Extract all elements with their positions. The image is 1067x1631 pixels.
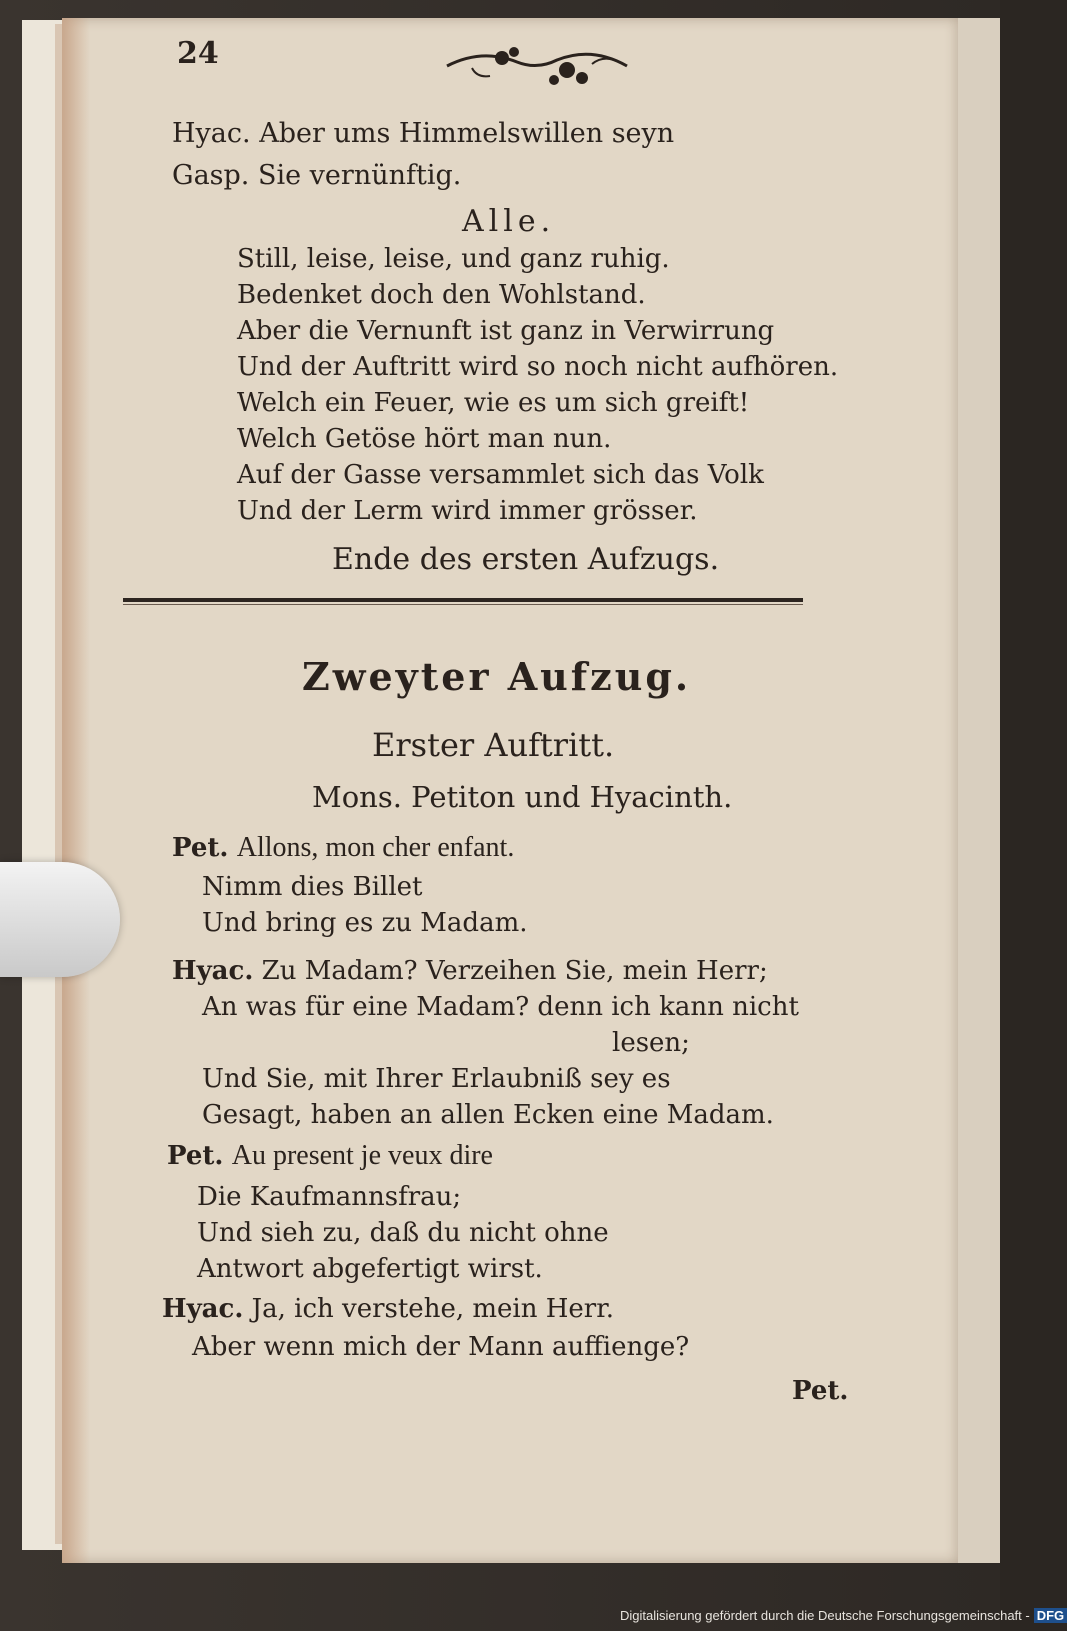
page-clip: [0, 862, 120, 977]
verse-text: Sie vernünftig.: [257, 160, 462, 191]
act-end: Ende des ersten Aufzugs.: [332, 542, 720, 577]
section-divider: [123, 598, 803, 602]
dialogue-text: Zu Madam? Verzeihen Sie, mein Herr;: [261, 956, 768, 986]
speaker-name: Gasp.: [172, 160, 250, 191]
speaker-name: Hyac.: [172, 956, 254, 986]
dialogue-line: Und Sie, mit Ihrer Erlaubniß sey es: [202, 1064, 671, 1094]
floral-ornament-icon: [442, 36, 632, 96]
verse-line: Und der Lerm wird immer grösser.: [237, 496, 698, 526]
facing-page-edge: [958, 18, 1000, 1563]
verse-line: Welch Getöse hört man nun.: [237, 424, 612, 454]
dialogue-text: Au present je veux dire: [231, 1140, 493, 1171]
section-divider-thin: [123, 604, 803, 605]
dialogue-line: An was für eine Madam? denn ich kann nicht: [202, 992, 799, 1022]
footer-credit: [620, 1608, 1067, 1623]
dialogue-line: Gesagt, haben an allen Ecken eine Madam.: [202, 1100, 774, 1130]
verse-line: Bedenket doch den Wohlstand.: [237, 280, 646, 310]
act-heading: Zweyter Aufzug.: [302, 654, 692, 699]
speaker-name: Hyac.: [172, 118, 251, 149]
scene-heading: Erster Auftritt.: [372, 726, 615, 764]
verse-line: Und der Auftritt wird so noch nicht aufhören.: [237, 352, 839, 382]
book-page: [62, 18, 958, 1563]
dialogue-line: lesen;: [612, 1028, 690, 1058]
dfg-logo: DFG: [1034, 1608, 1067, 1623]
speaker-name: Hyac.: [162, 1294, 244, 1324]
dialogue-line: Und bring es zu Madam.: [202, 908, 528, 938]
verse-line: Still, leise, leise, und ganz ruhig.: [237, 244, 670, 274]
speaker-name: Pet.: [172, 833, 229, 863]
verse-line: Aber die Vernunft ist ganz in Verwirrung: [237, 316, 775, 346]
dialogue-line: Die Kaufmannsfrau;: [197, 1182, 462, 1212]
speech-line: [172, 160, 461, 191]
character-list: Mons. Petiton und Hyacinth.: [312, 780, 733, 814]
verse-line: Auf der Gasse versammlet sich das Volk: [237, 460, 764, 490]
dialogue-line: Nimm dies Billet: [202, 872, 423, 902]
chorus-label: Alle.: [462, 204, 556, 239]
dialogue-text: Allons, mon cher enfant.: [236, 832, 515, 863]
page-number: 24: [177, 36, 219, 71]
speech-line: [172, 118, 674, 149]
dialogue-line: Und sieh zu, daß du nicht ohne: [197, 1218, 609, 1248]
verse-line: Welch ein Feuer, wie es um sich greift!: [237, 388, 750, 418]
dialogue-line: Antwort abgefertigt wirst.: [197, 1254, 543, 1284]
verse-text: Aber ums Himmelswillen seyn: [259, 118, 675, 149]
dialogue-text: Ja, ich verstehe, mein Herr.: [251, 1294, 615, 1324]
dialogue-line: Aber wenn mich der Mann auffienge?: [192, 1332, 690, 1362]
catchword: Pet.: [792, 1376, 849, 1406]
footer-text: Digitalisierung gefördert durch die Deutsche Forschungsgemeinschaft -: [620, 1608, 1030, 1623]
speaker-name: Pet.: [167, 1141, 224, 1171]
